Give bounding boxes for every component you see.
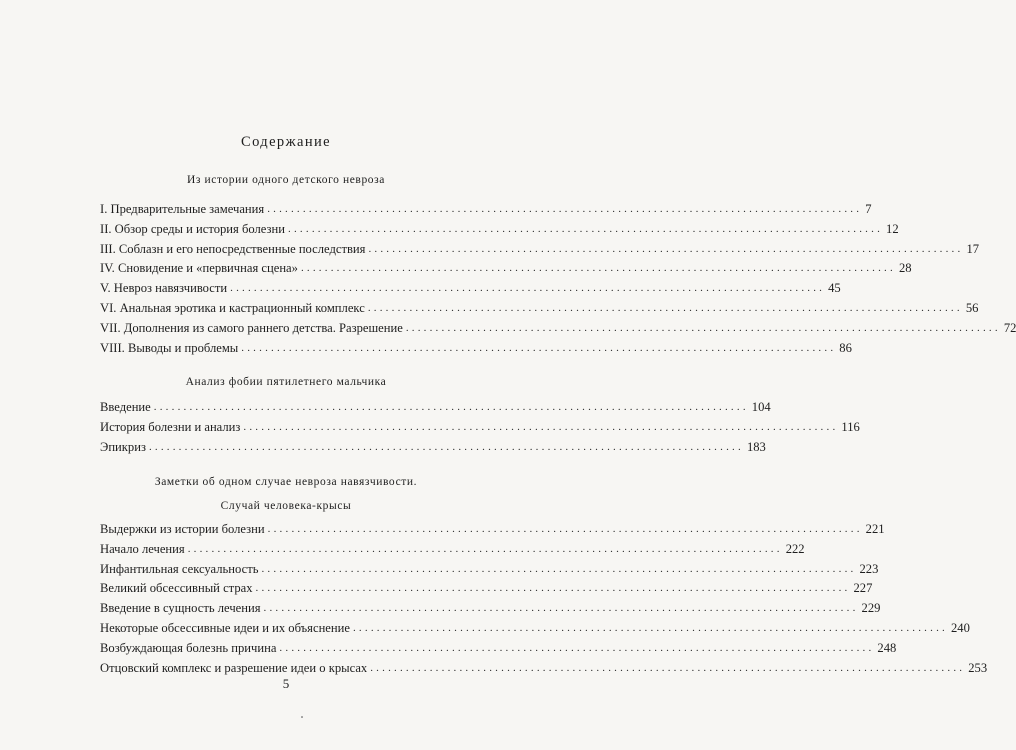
toc-entry-label: I. Предварительные замечания: [100, 202, 265, 216]
toc-entry-page: 56: [965, 300, 979, 315]
dot-leader: ....................................................................................................: [405, 321, 1001, 334]
page-number: 5: [282, 676, 290, 691]
toc-entry-page: 12: [886, 221, 899, 236]
section-heading-line: Из истории одного детского невроза: [186, 174, 386, 186]
dot-leader: ....................................................................................................: [263, 602, 859, 615]
toc-entry-label: V. Невроз навязчивости: [100, 281, 228, 296]
toc-entry[interactable]: [100, 279, 841, 299]
toc-entry-label: Эпикриз: [100, 439, 146, 454]
toc-entry-page: 240: [950, 620, 970, 635]
toc-entry-label: II. Обзор среды и история болезни: [100, 221, 286, 236]
dot-leader: ....................................................................................................: [255, 582, 851, 595]
dot-leader: ....................................................................................................: [187, 542, 783, 555]
toc-entry-page: 72: [1003, 320, 1016, 335]
toc-entry-page: 86: [839, 340, 852, 355]
dot-leader: ....................................................................................................: [267, 203, 863, 215]
toc-entry[interactable]: [100, 240, 980, 260]
dot-leader: ....................................................................................................: [243, 420, 839, 433]
toc-entry[interactable]: [100, 259, 912, 279]
toc-entry[interactable]: [100, 619, 970, 639]
toc-entry[interactable]: [100, 599, 881, 619]
toc-entry-label: Начало лечения: [100, 541, 185, 556]
toc-entry[interactable]: [100, 319, 1016, 339]
contents-title: Содержание: [241, 133, 331, 150]
toc-entry-page: 229: [861, 601, 881, 616]
toc-entry-label: Инфантильная сексуальность: [100, 561, 259, 576]
dot-leader: ....................................................................................................: [370, 661, 966, 674]
dot-leader: ....................................................................................................: [300, 262, 896, 275]
toc-entry[interactable]: [100, 418, 860, 438]
toc-entry[interactable]: [100, 560, 879, 580]
toc-entry-page: 45: [828, 281, 841, 296]
section-heading-line: Анализ фобии пятилетнего мальчика: [185, 376, 387, 388]
toc-entry-label: VIII. Выводы и проблемы: [100, 340, 239, 355]
toc-entry-page: 248: [877, 640, 897, 655]
toc-entry[interactable]: [100, 339, 852, 359]
toc-entry-label: Введение в сущность лечения: [100, 601, 261, 616]
section-heading: [100, 168, 472, 192]
toc-entry-label: IV. Сновидение и «первичная сцена»: [100, 261, 298, 276]
toc-entry[interactable]: [100, 639, 897, 659]
toc-entry-page: 253: [968, 660, 988, 675]
toc-list: [100, 200, 1016, 358]
toc-entry-label: Возбуждающая болезнь причина: [100, 640, 277, 655]
toc-entry-page: 183: [746, 439, 766, 454]
toc-entry-label: III. Соблазн и его непосредственные последствия: [100, 241, 366, 256]
toc-entry-page: 222: [785, 541, 805, 556]
toc-entry-page: 221: [865, 522, 885, 536]
toc-entry-page: 223: [859, 561, 879, 576]
toc-entry[interactable]: [100, 520, 885, 540]
toc-list: [100, 398, 860, 457]
toc-entry-label: VI. Анальная эротика и кастрационный комплекс: [100, 300, 365, 315]
dot-leader: ....................................................................................................: [241, 341, 837, 354]
toc-entry-label: Введение: [100, 400, 151, 414]
toc-entry-label: Выдержки из истории болезни: [100, 522, 265, 536]
dot-leader: ....................................................................................................: [288, 222, 884, 235]
toc-entry-label: VII. Дополнения из самого раннего детства. Разрешение: [100, 320, 403, 335]
toc-entry[interactable]: [100, 200, 872, 220]
toc-entry-page: 17: [966, 241, 980, 256]
toc-entry[interactable]: [100, 579, 873, 599]
toc-list: [100, 520, 988, 678]
toc-entry-label: Отцовский комплекс и разрешение идеи о крысах: [100, 660, 368, 675]
dot-leader: ....................................................................................................: [230, 282, 826, 295]
section-heading: [100, 470, 472, 518]
dot-leader: ....................................................................................................: [367, 301, 963, 314]
dot-leader: ....................................................................................................: [279, 641, 875, 654]
toc-entry[interactable]: [100, 540, 805, 560]
toc-entry[interactable]: [100, 398, 771, 418]
toc-entry-label: Некоторые обсессивные идеи и их объяснение: [100, 620, 350, 635]
dot-leader: ....................................................................................................: [153, 401, 749, 413]
toc-entry-label: История болезни и анализ: [100, 419, 241, 434]
toc-entry-page: 116: [841, 419, 860, 434]
toc-entry-page: 227: [853, 581, 873, 596]
dot-leader: ....................................................................................................: [261, 562, 857, 575]
toc-entry[interactable]: [100, 220, 899, 240]
section-heading: [100, 370, 472, 394]
toc-entry-page: 28: [898, 261, 912, 276]
toc-entry-page: 104: [751, 400, 771, 414]
toc-entry-label: Великий обсессивный страх: [100, 581, 253, 596]
toc-entry-page: 7: [865, 202, 872, 216]
toc-entry[interactable]: [100, 299, 979, 319]
dot-leader: ....................................................................................................: [267, 523, 863, 535]
dot-leader: ....................................................................................................: [148, 440, 744, 453]
paper-speck: [301, 716, 303, 718]
dot-leader: ....................................................................................................: [368, 242, 964, 255]
toc-entry[interactable]: [100, 438, 766, 458]
section-heading-line: Заметки об одном случае невроза навязчивости.: [154, 476, 418, 488]
dot-leader: ....................................................................................................: [352, 621, 948, 634]
section-heading-line: Случай человека-крысы: [220, 500, 352, 512]
